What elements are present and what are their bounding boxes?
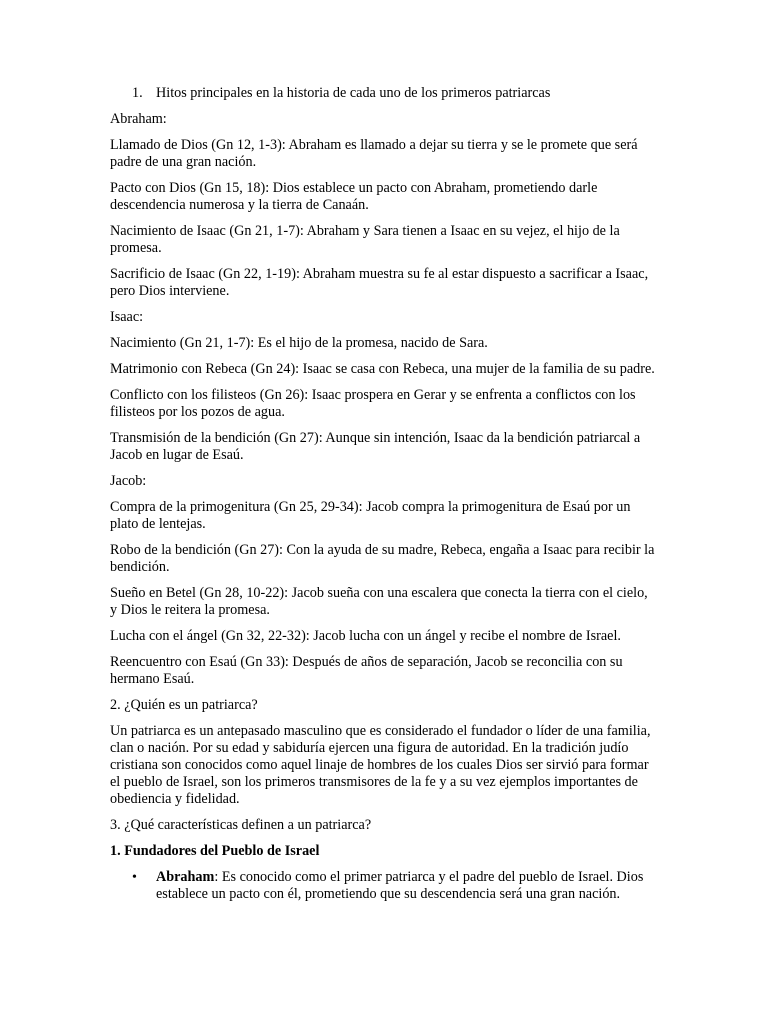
jacob-paragraph-5: Reencuentro con Esaú (Gn 33): Después de años de separación, Jacob se reconcilia con su hermano Esaú.: [110, 654, 623, 687]
document-page: [110, 85, 658, 912]
bullet-item-abraham: [110, 869, 658, 903]
isaac-paragraph-1: Nacimiento (Gn 21, 1-7): Es el hijo de la promesa, nacido de Sara.: [110, 335, 488, 351]
jacob-paragraph-4: Lucha con el ángel (Gn 32, 22-32): Jacob lucha con un ángel y recibe el nombre de Israel.: [110, 628, 621, 644]
isaac-paragraph-4: Transmisión de la bendición (Gn 27): Aunque sin intención, Isaac da la bendición patriarcal a Jacob en lugar de Esaú.: [110, 430, 641, 463]
section-heading: 1. Fundadores del Pueblo de Israel: [110, 843, 320, 859]
list-number: 1.: [132, 85, 143, 101]
abraham-paragraph-3: Nacimiento de Isaac (Gn 21, 1-7): Abraham y Sara tienen a Isaac en su vejez, el hijo de la promesa.: [110, 223, 620, 256]
jacob-paragraph-2: Robo de la bendición (Gn 27): Con la ayuda de su madre, Rebeca, engaña a Isaac para recibir la bendición.: [110, 542, 655, 575]
abraham-paragraph-4: Sacrificio de Isaac (Gn 22, 1-19): Abraham muestra su fe al estar dispuesto a sacrificar a Isaac, pero Dios interviene.: [110, 266, 649, 299]
isaac-label: Isaac:: [110, 309, 144, 325]
abraham-paragraph-2: Pacto con Dios (Gn 15, 18): Dios establece un pacto con Abraham, prometiendo darle descendencia numerosa y la tierra de Canaán.: [110, 180, 598, 213]
question-3: 3. ¿Qué características definen a un patriarca?: [110, 817, 372, 833]
jacob-paragraph-3: Sueño en Betel (Gn 28, 10-22): Jacob sueña con una escalera que conecta la tierra con el cielo, y Dios le reitera la promesa.: [110, 585, 648, 618]
isaac-paragraph-2: Matrimonio con Rebeca (Gn 24): Isaac se casa con Rebeca, una mujer de la familia de su padre.: [110, 361, 655, 377]
bullet-text: : Es conocido como el primer patriarca y el padre del pueblo de Israel. Dios establece un pacto con él, prometiendo que su descendencia será una gran nación.: [156, 869, 644, 902]
answer-2: Un patriarca es un antepasado masculino que es considerado el fundador o líder de una familia, clan o nación. Por su edad y sabiduría ejercen una figura de autoridad. En la tradición judío cristiana son conocidos como aquel linaje de hombres de los cuales Dios ser sirvió para formar el pueblo de Israel, son los primeros transmisores de la fe y a su vez ejemplos importantes de obediencia y fidelidad.: [110, 723, 651, 807]
jacob-label: Jacob:: [110, 473, 147, 489]
question-2: 2. ¿Quién es un patriarca?: [110, 697, 258, 713]
bullet-dot-icon: •: [132, 870, 137, 885]
abraham-paragraph-1: Llamado de Dios (Gn 12, 1-3): Abraham es llamado a dejar su tierra y se le promete que será padre de una gran nación.: [110, 137, 638, 170]
isaac-paragraph-3: Conflicto con los filisteos (Gn 26): Isaac prospera en Gerar y se enfrenta a conflictos con los filisteos por los pozos de agua.: [110, 387, 636, 420]
jacob-paragraph-1: Compra de la primogenitura (Gn 25, 29-34): Jacob compra la primogenitura de Esaú por un plato de lentejas.: [110, 499, 631, 532]
list-item-text: Hitos principales en la historia de cada uno de los primeros patriarcas: [156, 85, 551, 101]
list-item-1: [110, 85, 658, 102]
abraham-label: Abraham:: [110, 111, 167, 127]
bullet-bold-term: Abraham: [156, 869, 215, 885]
